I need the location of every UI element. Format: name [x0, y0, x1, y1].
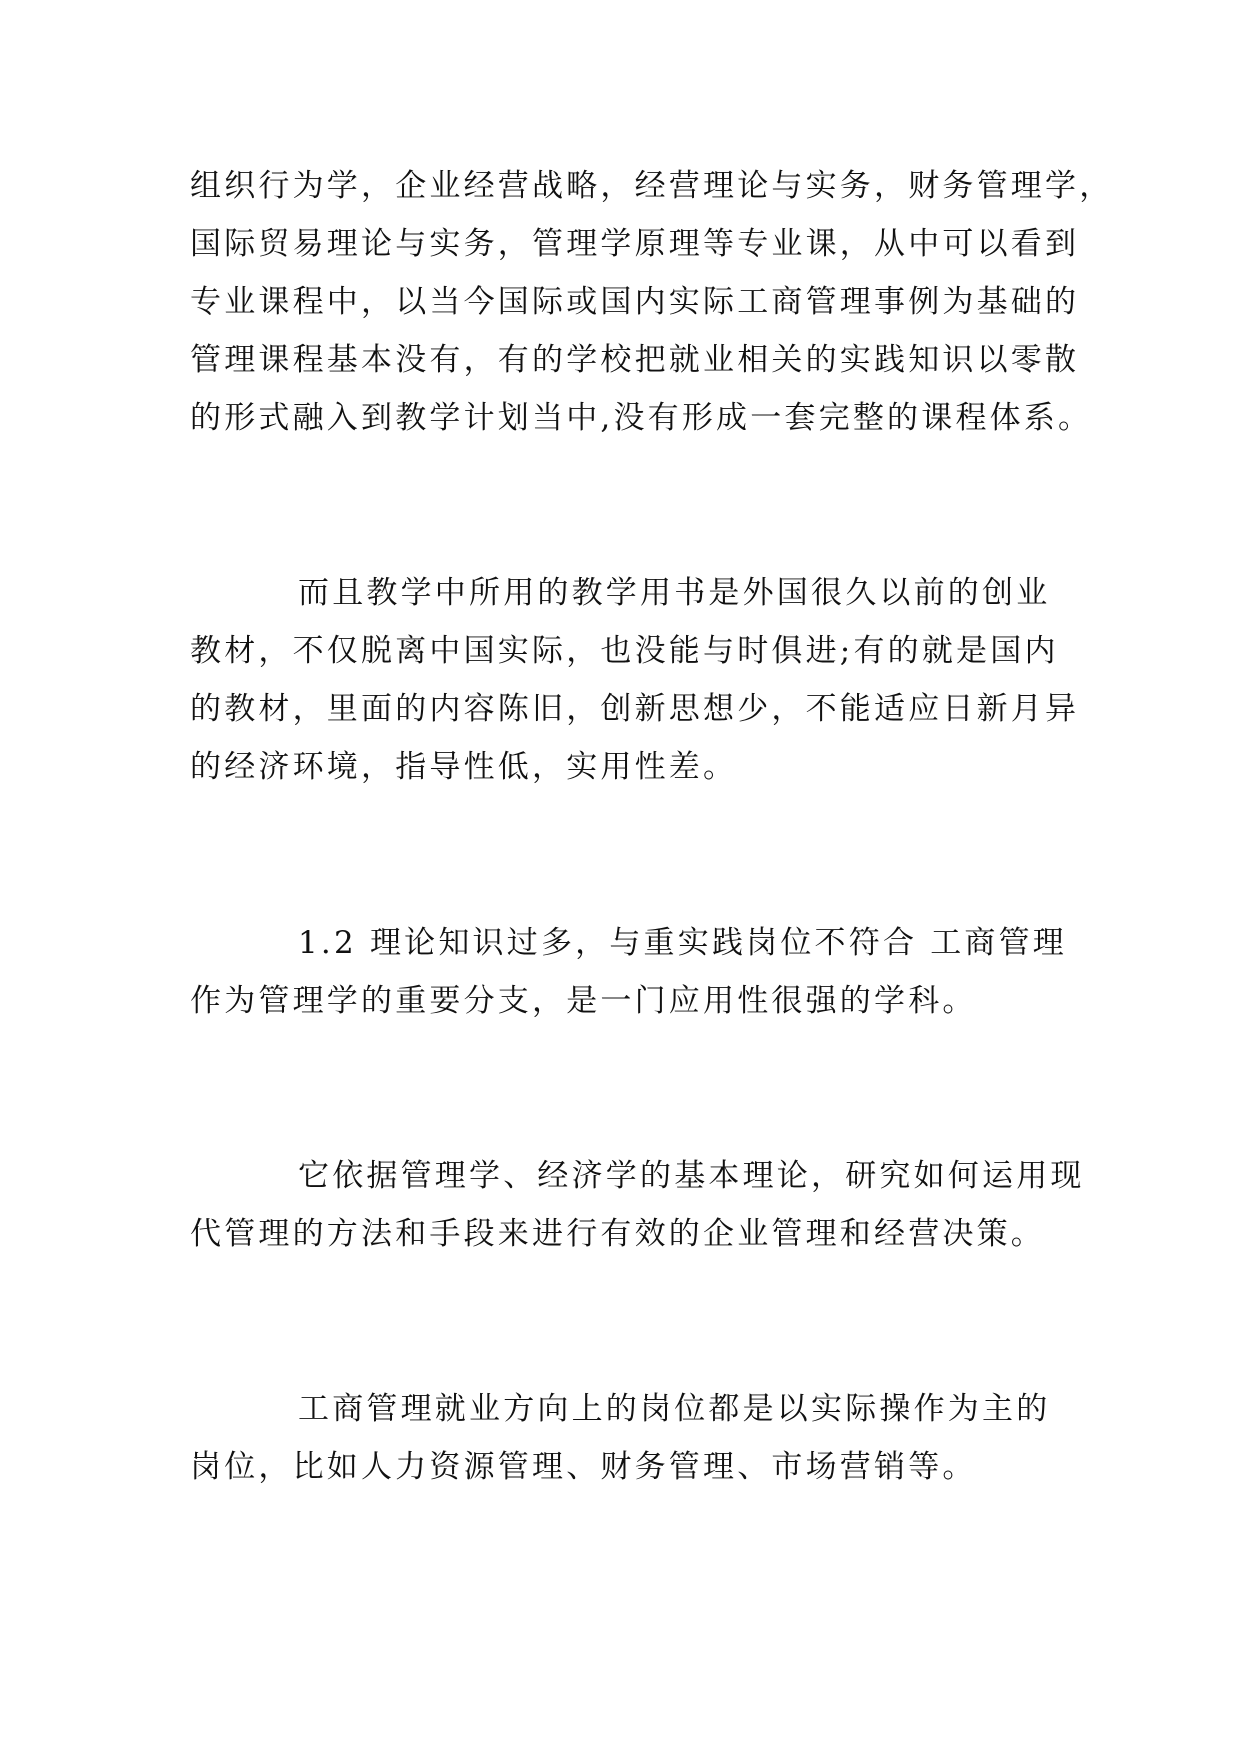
paragraph-4-line-1: 它依据管理学、经济学的基本理论，研究如何运用现: [298, 1158, 1085, 1194]
paragraph-1-line-1: 组织行为学，企业经营战略，经营理论与实务，财务管理学，: [190, 168, 1114, 204]
paragraph-1-line-3: 专业课程中，以当今国际或国内实际工商管理事例为基础的: [190, 284, 1080, 320]
paragraph-1-line-5: 的形式融入到教学计划当中,没有形成一套完整的课程体系。: [190, 400, 1093, 436]
paragraph-1-line-2: 国际贸易理论与实务，管理学原理等专业课，从中可以看到: [190, 226, 1080, 262]
paragraph-4-line-2: 代管理的方法和手段来进行有效的企业管理和经营决策。: [190, 1216, 1045, 1252]
paragraph-3-line-1: 1.2 理论知识过多，与重实践岗位不符合 工商管理: [298, 925, 1068, 961]
paragraph-2-line-4: 的经济环境，指导性低，实用性差。: [190, 749, 738, 785]
paragraph-2-line-3: 的教材，里面的内容陈旧，创新思想少，不能适应日新月异: [190, 691, 1080, 727]
paragraph-5-line-1: 工商管理就业方向上的岗位都是以实际操作为主的: [298, 1391, 1051, 1427]
paragraph-5-line-2: 岗位，比如人力资源管理、财务管理、市场营销等。: [190, 1449, 977, 1485]
paragraph-2-line-2: 教材，不仅脱离中国实际，也没能与时俱进;有的就是国内: [190, 633, 1059, 669]
paragraph-2-line-1: 而且教学中所用的教学用书是外国很久以前的创业: [298, 575, 1051, 611]
paragraph-1-line-4: 管理课程基本没有，有的学校把就业相关的实践知识以零散: [190, 342, 1080, 378]
paragraph-3-line-2: 作为管理学的重要分支，是一门应用性很强的学科。: [190, 983, 977, 1019]
